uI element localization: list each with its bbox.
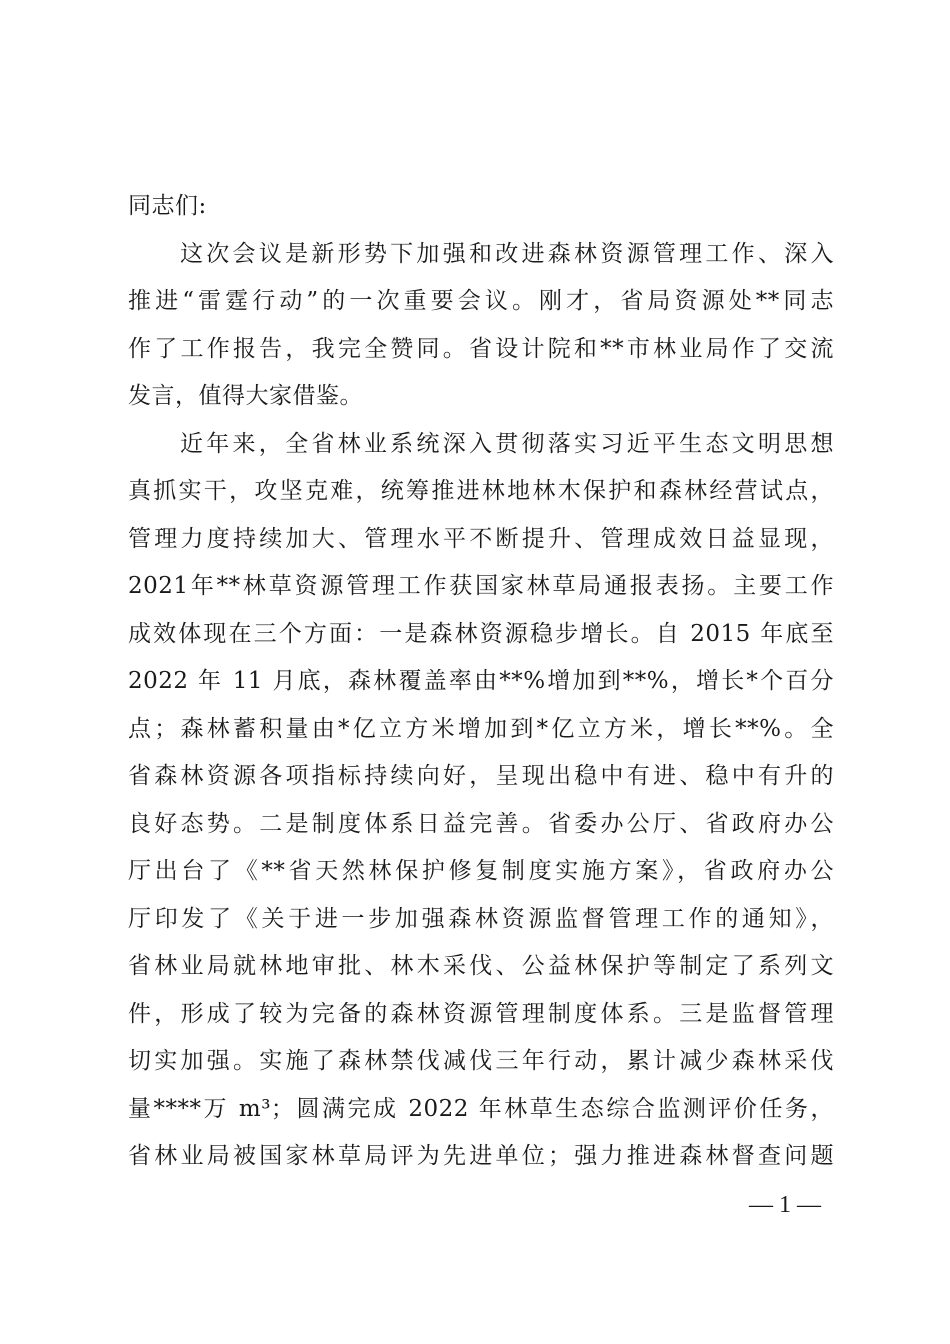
paragraph-line: 件，形成了较为完备的森林资源管理制度体系。三是监督管理 bbox=[128, 1000, 834, 1027]
paragraph-line: 作了工作报告，我完全赞同。省设计院和**市林业局作了交流 bbox=[128, 335, 834, 362]
paragraph-line: 2021年**林草资源管理工作获国家林草局通报表扬。主要工作 bbox=[128, 573, 834, 599]
paragraph-line: 省林业局就林地审批、林木采伐、公益林保护等制定了系列文 bbox=[128, 953, 834, 979]
paragraph-line: 点；森林蓄积量由*亿立方米增加到*亿立方米，增长**%。全 bbox=[128, 715, 834, 742]
paragraph-line: 近年来，全省林业系统深入贯彻落实习近平生态文明思想 bbox=[180, 430, 834, 457]
paragraph-line: 量****万 m³；圆满完成 2022 年林草生态综合监测评价任务， bbox=[128, 1095, 834, 1122]
paragraph-line: 省林业局被国家林草局评为先进单位；强力推进森林督查问题 bbox=[128, 1143, 834, 1169]
paragraph-line: 成效体现在三个方面：一是森林资源稳步增长。自 2015 年底至 bbox=[128, 620, 834, 647]
paragraph-2 bbox=[128, 421, 834, 1181]
paragraph-line: 厅出台了《**省天然林保护修复制度实施方案》，省政府办公 bbox=[128, 858, 834, 884]
paragraph-line: 发言，值得大家借鉴。 bbox=[128, 383, 363, 409]
paragraph-line: 切实加强。实施了森林禁伐减伐三年行动，累计减少森林采伐 bbox=[128, 1048, 834, 1074]
paragraph-1 bbox=[128, 231, 834, 421]
document-body bbox=[128, 183, 834, 1181]
paragraph-line: 真抓实干，攻坚克难，统筹推进林地林木保护和森林经营试点， bbox=[128, 478, 834, 504]
paragraph-line: 厅印发了《关于进一步加强森林资源监督管理工作的通知》， bbox=[128, 905, 834, 932]
paragraph-line: 这次会议是新形势下加强和改进森林资源管理工作、深入 bbox=[180, 240, 834, 267]
page-number: — 1 — bbox=[749, 1192, 821, 1218]
paragraph-line: 2022 年 11 月底，森林覆盖率由**%增加到**%，增长*个百分 bbox=[128, 668, 834, 694]
paragraph-line: 良好态势。二是制度体系日益完善。省委办公厅、省政府办公 bbox=[128, 810, 834, 837]
paragraph-line: 推进“雷霆行动”的一次重要会议。刚才，省局资源处**同志 bbox=[128, 288, 834, 314]
paragraph-line: 管理力度持续加大、管理水平不断提升、管理成效日益显现， bbox=[128, 525, 834, 552]
paragraph-line: 省森林资源各项指标持续向好，呈现出稳中有进、稳中有升的 bbox=[128, 763, 834, 789]
salutation: 同志们: bbox=[128, 193, 207, 219]
